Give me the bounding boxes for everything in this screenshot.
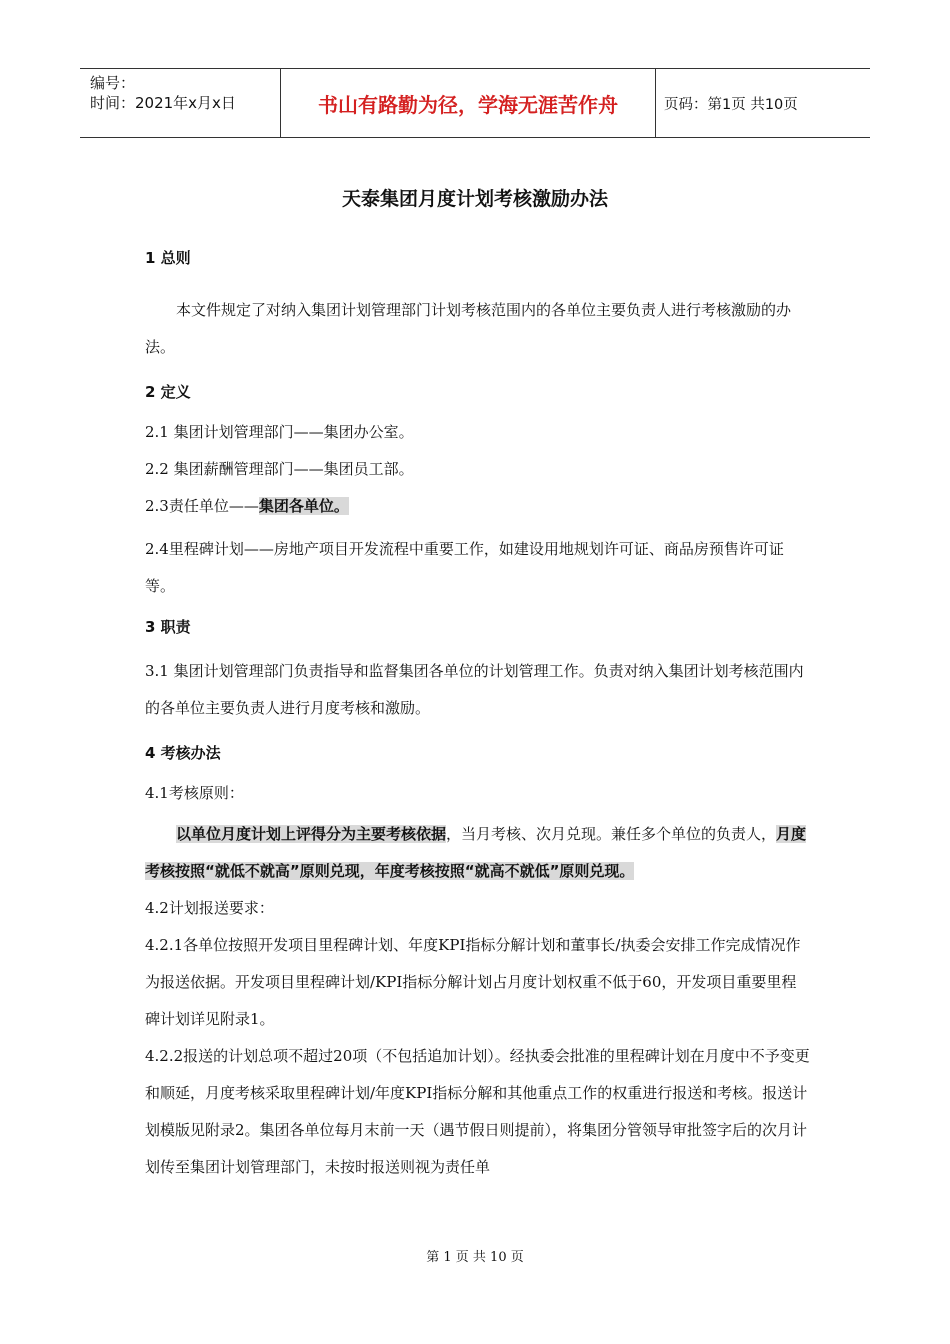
paragraph: 2.1 集团计划管理部门——集团办公室。 <box>145 423 414 441</box>
document-title: 天泰集团月度计划考核激励办法 <box>341 188 608 210</box>
paragraph: 本文件规定了对纳入集团计划管理部门计划考核范围内的各单位主要负责人进行考核激励的办法。 <box>145 301 792 356</box>
section-heading: 3 职责 <box>145 618 191 636</box>
section-heading: 2 定义 <box>145 383 191 401</box>
paragraph: 4.1考核原则： <box>145 784 244 802</box>
page-footer: 第 1 页 共 10 页 <box>426 1250 524 1265</box>
paragraph: 3.1 集团计划管理部门负责指导和监督集团各单位的计划管理工作。负责对纳入集团计划考核范围内的各单位主要负责人进行月度考核和激励。 <box>145 662 804 717</box>
text-run: 2.3责任单位—— <box>145 497 259 515</box>
paragraph <box>145 816 810 890</box>
highlighted-text: 以单位月度计划上评得分为主要考核依据 <box>176 825 447 843</box>
paragraph: 2.4里程碑计划——房地产项目开发流程中重要工作，如建设用地规划许可证、商品房预售许可证等。 <box>145 540 784 595</box>
section-heading: 4 考核办法 <box>145 744 221 762</box>
paragraph: 4.2计划报送要求： <box>145 899 274 917</box>
number-label: 编号： <box>90 74 136 92</box>
text-run: ，当月考核、次月兑现。兼任多个单位的负责人， <box>446 825 777 843</box>
header-page-info: 页码：第1页 共10页 <box>664 96 798 113</box>
highlighted-text: 月度考核按照“就低不就高”原则兑现，年度考核按照“就高不就低”原则兑现。 <box>145 825 807 880</box>
document-body <box>145 246 810 1186</box>
header-motto: 书山有路勤为径，学海无涯苦作舟 <box>280 69 656 137</box>
page-header <box>80 68 870 138</box>
paragraph: 4.2.1各单位按照开发项目里程碑计划、年度KPI指标分解计划和董事长/执委会安排工作完成情况作为报送依据。开发项目里程碑计划/KPI指标分解计划占月度计划权重不低于60，开发项目重要里程碑计划详见附录1。 <box>145 936 801 1028</box>
section-heading: 1 总则 <box>145 249 191 267</box>
highlighted-text: 集团各单位。 <box>258 497 349 515</box>
header-meta <box>80 69 280 137</box>
paragraph: 4.2.2报送的计划总项不超过20项（不包括追加计划）。经执委会批准的里程碑计划在月度中不予变更和顺延，月度考核采取里程碑计划/年度KPI指标分解和其他重点工作的权重进行报送和考核。报送计划模版见附录2。集团各单位每月末前一天（遇节假日则提前），将集团分管领导审批签字后的次月计划传至集团计划管理部门，未按时报送则视为责任单 <box>145 1047 810 1176</box>
paragraph: 2.2 集团薪酬管理部门——集团员工部。 <box>145 460 414 478</box>
time-label: 时间：2021年x月x日 <box>90 94 236 112</box>
paragraph <box>145 488 810 525</box>
